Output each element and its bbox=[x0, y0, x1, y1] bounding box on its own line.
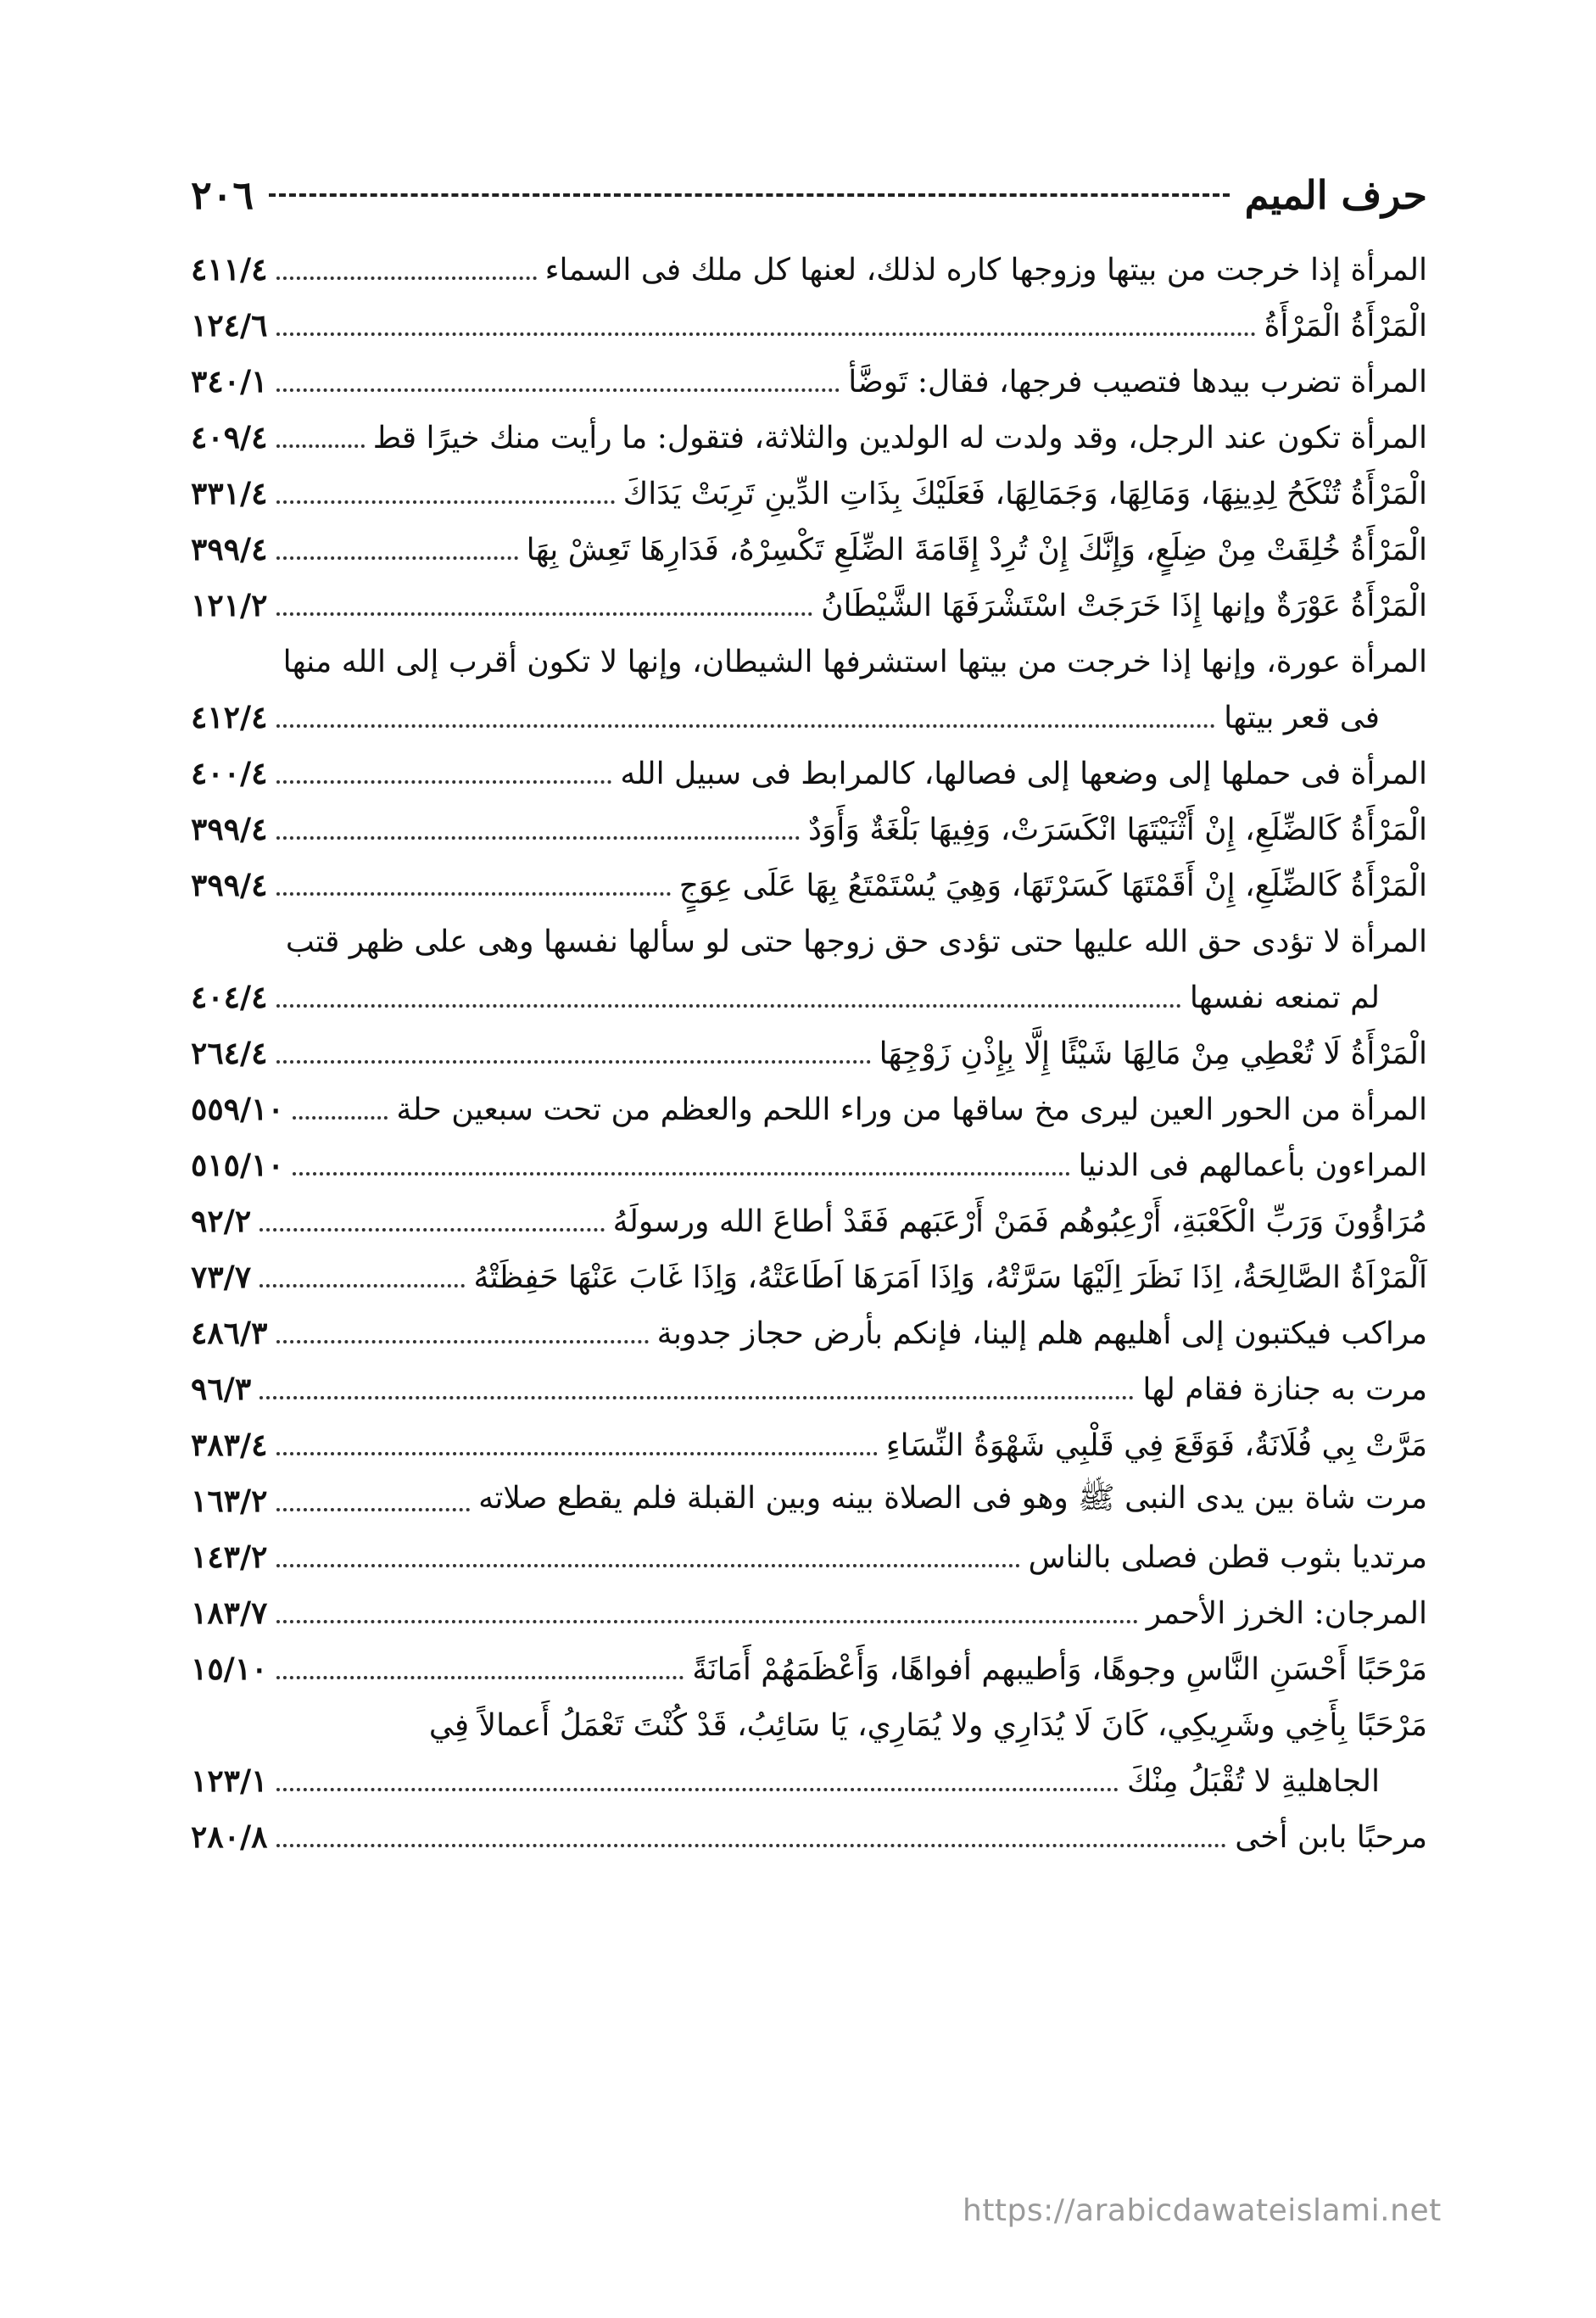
leader-dots bbox=[276, 1452, 878, 1455]
entry-line bbox=[191, 1641, 1427, 1697]
leader-dots bbox=[276, 1508, 471, 1511]
leader-dots bbox=[276, 388, 840, 392]
index-entry bbox=[191, 1473, 1427, 1529]
entry-text: مُرَاؤُونَ وَرَبِّ الْكَعْبَةِ، أَرْعِبُوهُم فَمَنْ أَرْعَبَهم فَقَدْ أطاعَ الله ورسولَهُ bbox=[612, 1204, 1427, 1239]
entry-text: المرجان: الخرز الأحمر bbox=[1146, 1595, 1427, 1631]
volume-page-ref: ٢٨٠/٨ bbox=[191, 1819, 268, 1855]
volume-page-ref: ٣٣١/٤ bbox=[191, 476, 268, 511]
entry-line bbox=[191, 1585, 1427, 1641]
index-entry bbox=[191, 746, 1427, 802]
index-entry bbox=[191, 802, 1427, 857]
index-entry bbox=[191, 298, 1427, 354]
leader-dots bbox=[276, 500, 615, 504]
volume-page-ref: ٤٠٤/٤ bbox=[191, 980, 268, 1015]
leader-dots bbox=[276, 332, 1256, 336]
leader-dots bbox=[276, 612, 813, 616]
entry-line bbox=[191, 1081, 1427, 1137]
index-entry bbox=[191, 1529, 1427, 1585]
index-entry bbox=[191, 466, 1427, 522]
leader-dots bbox=[259, 1396, 1134, 1399]
entry-text: مرحبًا بابن أخى bbox=[1235, 1819, 1427, 1855]
leader-dots bbox=[276, 1564, 1020, 1567]
index-entry bbox=[191, 1641, 1427, 1697]
leader-dots bbox=[276, 1620, 1138, 1623]
entry-line-continued bbox=[191, 1753, 1427, 1809]
volume-page-ref: ٤٨٦/٣ bbox=[191, 1315, 268, 1351]
entry-line bbox=[191, 1417, 1427, 1473]
leader-dots bbox=[276, 836, 800, 840]
entry-line bbox=[191, 1473, 1427, 1529]
index-entry bbox=[191, 578, 1427, 634]
entry-text: الْمَرْأَةُ عَوْرَةٌ وإنها إِذَا خَرَجَتْ اسْتَشْرَفَهَا الشَّيْطَانُ bbox=[821, 588, 1427, 623]
index-entry bbox=[191, 522, 1427, 578]
entry-text: مراكب فيكتبون إلى أهليهم هلم إلينا، فإنكم بأرض حجاز جدوبة bbox=[656, 1315, 1427, 1351]
entry-line bbox=[191, 1137, 1427, 1193]
volume-page-ref: ٤١٢/٤ bbox=[191, 700, 268, 735]
page-header bbox=[191, 165, 1427, 225]
volume-page-ref: ٥١٥/١٠ bbox=[191, 1148, 284, 1183]
volume-page-ref: ١٨٣/٧ bbox=[191, 1595, 268, 1631]
index-entry bbox=[191, 857, 1427, 913]
header-dashed-rule bbox=[269, 193, 1229, 197]
index-entry bbox=[191, 1697, 1427, 1809]
index-entry bbox=[191, 634, 1427, 746]
volume-page-ref: ٥٥٩/١٠ bbox=[191, 1092, 284, 1127]
volume-page-ref: ٣٩٩/٤ bbox=[191, 532, 268, 567]
index-entry bbox=[191, 242, 1427, 298]
entry-text: الْمَرْأَةُ كَالضِّلَعِ، إِنْ أَثْنَيْتَهَا انْكَسَرَتْ، وَفِيهَا بَلْغَةٌ وَأَوَدٌ bbox=[807, 812, 1427, 847]
entry-text: مَرْحَبًا أَحْسَنِ النَّاسِ وجوهًا، وَأطيبهم أفواهًا، وَأَعْظَمَهُمْ أَمَانَةً bbox=[692, 1651, 1427, 1687]
leader-dots bbox=[276, 276, 537, 280]
leader-dots bbox=[276, 1060, 871, 1064]
entry-text: المراءون بأعمالهم فى الدنيا bbox=[1078, 1148, 1427, 1183]
entry-text: مَرْحَبًا بِأَخِي وشَرِيكِي، كَانَ لَا يُدَارِي ولا يُمَارِي، يَا سَائِبُ، قَدْ كُنْتَ تَعْمَلُ أَعمالاً فِي bbox=[428, 1707, 1427, 1743]
volume-page-ref: ٣٩٩/٤ bbox=[191, 868, 268, 903]
leader-dots bbox=[276, 444, 365, 448]
volume-page-ref: ١٥/١٠ bbox=[191, 1651, 268, 1687]
index-entry bbox=[191, 1137, 1427, 1193]
index-entry bbox=[191, 1305, 1427, 1361]
leader-dots bbox=[293, 1172, 1070, 1176]
entry-line bbox=[191, 1361, 1427, 1417]
leader-dots bbox=[276, 780, 612, 784]
leader-dots bbox=[276, 724, 1216, 728]
entry-line bbox=[191, 1025, 1427, 1081]
entry-text: الْمَرْأَةُ كَالضِّلَعِ، إِنْ أَقَمْتَهَا كَسَرْتَهَا، وَهِيَ يُسْتَمْتَعُ بِهَا عَلَى عِوَجٍ bbox=[678, 868, 1427, 903]
index-entry bbox=[191, 1809, 1427, 1865]
leader-dots bbox=[259, 1284, 465, 1287]
leader-dots bbox=[276, 1004, 1181, 1008]
entry-text: المرأة عورة، وإنها إذا خرجت من بيتها استشرفها الشيطان، وإنها لا تكون أقرب إلى الله منها bbox=[282, 644, 1427, 679]
entry-text: المرأة من الحور العين ليرى مخ ساقها من وراء اللحم والعظم من تحت سبعين حلة bbox=[396, 1092, 1427, 1127]
entry-text: المرأة إذا خرجت من بيتها وزوجها كاره لذلك، لعنها كل ملك فى السماء bbox=[544, 252, 1427, 288]
page-title: حرف الميم bbox=[1244, 172, 1427, 218]
leader-dots bbox=[276, 1340, 649, 1343]
volume-page-ref: ١٢١/٢ bbox=[191, 588, 268, 623]
entry-line bbox=[191, 578, 1427, 634]
volume-page-ref: ٧٣/٧ bbox=[191, 1260, 252, 1295]
entry-line bbox=[191, 1697, 1427, 1753]
index-entry bbox=[191, 1081, 1427, 1137]
leader-dots bbox=[259, 1228, 604, 1232]
entry-text: المرأة تضرب بيدها فتصيب فرجها، فقال: تَوضَّأ bbox=[848, 364, 1427, 399]
volume-page-ref: ٩٦/٣ bbox=[191, 1371, 252, 1407]
entry-line bbox=[191, 1249, 1427, 1305]
entry-line bbox=[191, 354, 1427, 410]
volume-page-ref: ٤٠٩/٤ bbox=[191, 420, 268, 455]
index-entry bbox=[191, 410, 1427, 466]
volume-page-ref: ١٢٣/١ bbox=[191, 1763, 268, 1799]
entry-line bbox=[191, 1529, 1427, 1585]
volume-page-ref: ١٤٣/٢ bbox=[191, 1539, 268, 1575]
entry-text: الْمَرْأَةُ تُنْكَحُ لِدِينِهَا، وَمَالِهَا، وَجَمَالِهَا، فَعَلَيْكَ بِذَاتِ الدِّينِ تَرِبَتْ يَدَاكَ bbox=[622, 476, 1427, 511]
volume-page-ref: ١٢٤/٦ bbox=[191, 308, 268, 344]
leader-dots bbox=[276, 1788, 1119, 1791]
watermark: https://arabicdawateislami.net bbox=[963, 2193, 1442, 2228]
page-number: ٢٠٦ bbox=[191, 172, 254, 218]
entry-text-continued: الجاهليةِ لا تُقْبَلُ مِنْكَ bbox=[1127, 1763, 1380, 1799]
volume-page-ref: ٩٢/٢ bbox=[191, 1204, 252, 1239]
entry-line bbox=[191, 913, 1427, 969]
leader-dots bbox=[276, 1844, 1227, 1847]
entry-line bbox=[191, 1193, 1427, 1249]
entry-text: مرت به جنازة فقام لها bbox=[1142, 1371, 1427, 1407]
entry-text: الْمَرْأَةُ الْمَرْأَةُ bbox=[1264, 308, 1427, 344]
entry-line bbox=[191, 857, 1427, 913]
leader-dots bbox=[293, 1116, 388, 1120]
entry-line bbox=[191, 466, 1427, 522]
entry-line-continued bbox=[191, 969, 1427, 1025]
index-entry bbox=[191, 1417, 1427, 1473]
index-entry bbox=[191, 1193, 1427, 1249]
entry-line bbox=[191, 410, 1427, 466]
index-entry bbox=[191, 354, 1427, 410]
entry-line bbox=[191, 746, 1427, 802]
entry-line bbox=[191, 242, 1427, 298]
entry-text-continued: فى قعر بيتها bbox=[1224, 700, 1380, 735]
entry-text: مرت شاة بين يدى النبى ﷺ وهو فى الصلاة بينه وبين القبلة فلم يقطع صلاته bbox=[478, 1481, 1427, 1516]
volume-page-ref: ٣٩٩/٤ bbox=[191, 812, 268, 847]
index-entries bbox=[191, 242, 1427, 1865]
entry-text: المرأة فى حملها إلى وضعها إلى فصالها، كالمرابط فى سبيل الله bbox=[620, 756, 1427, 791]
entry-line bbox=[191, 802, 1427, 857]
index-entry bbox=[191, 913, 1427, 1025]
entry-text: الْمَرْأَةُ خُلِقَتْ مِنْ ضِلَعٍ، وَإِنَّكَ إِنْ تُرِدْ إِقَامَةَ الضِّلَعِ تَكْسِرْهُ، فَدَارِهَا تَعِشْ بِهَا bbox=[526, 532, 1427, 567]
entry-text: المرأة تكون عند الرجل، وقد ولدت له الولدين والثلاثة، فتقول: ما رأيت منك خيرًا قط bbox=[372, 420, 1427, 455]
index-entry bbox=[191, 1361, 1427, 1417]
entry-line bbox=[191, 298, 1427, 354]
volume-page-ref: ٤٠٠/٤ bbox=[191, 756, 268, 791]
entry-line bbox=[191, 522, 1427, 578]
index-entry bbox=[191, 1249, 1427, 1305]
volume-page-ref: ٣٤٠/١ bbox=[191, 364, 268, 399]
entry-text: مَرَّتْ بِي فُلَانَةُ، فَوَقَعَ فِي قَلْبِي شَهْوَةُ النِّسَاءِ bbox=[885, 1427, 1427, 1463]
entry-text: اَلْمَرْاَةُ الصَّالِحَةُ، اِذَا نَظَرَ اِلَيْهَا سَرَّتْهُ، وَاِذَا اَمَرَهَا اَطَاعَتْهُ، وَاِذَا غَابَ عَنْهَا حَفِظَتْهُ bbox=[473, 1260, 1427, 1295]
volume-page-ref: ٤١١/٤ bbox=[191, 252, 268, 288]
entry-text: المرأة لا تؤدى حق الله عليها حتى تؤدى حق زوجها حتى لو سألها نفسها وهى على ظهر قتب bbox=[285, 924, 1427, 959]
entry-line bbox=[191, 1809, 1427, 1865]
leader-dots bbox=[276, 892, 671, 896]
volume-page-ref: ١٦٣/٢ bbox=[191, 1483, 268, 1519]
entry-line-continued bbox=[191, 690, 1427, 746]
leader-dots bbox=[276, 1676, 684, 1679]
volume-page-ref: ٣٨٣/٤ bbox=[191, 1427, 268, 1463]
index-entry bbox=[191, 1025, 1427, 1081]
entry-text: مرتديا بثوب قطن فصلى بالناس bbox=[1028, 1539, 1427, 1575]
entry-text-continued: لم تمنعه نفسها bbox=[1189, 980, 1380, 1015]
entry-text: الْمَرْأَةُ لَا تُعْطِي مِنْ مَالِهَا شَيْئًا إِلَّا بِإِذْنِ زَوْجِهَا bbox=[879, 1036, 1427, 1071]
volume-page-ref: ٢٦٤/٤ bbox=[191, 1036, 268, 1071]
leader-dots bbox=[276, 556, 518, 560]
entry-line bbox=[191, 634, 1427, 690]
index-entry bbox=[191, 1585, 1427, 1641]
entry-line bbox=[191, 1305, 1427, 1361]
